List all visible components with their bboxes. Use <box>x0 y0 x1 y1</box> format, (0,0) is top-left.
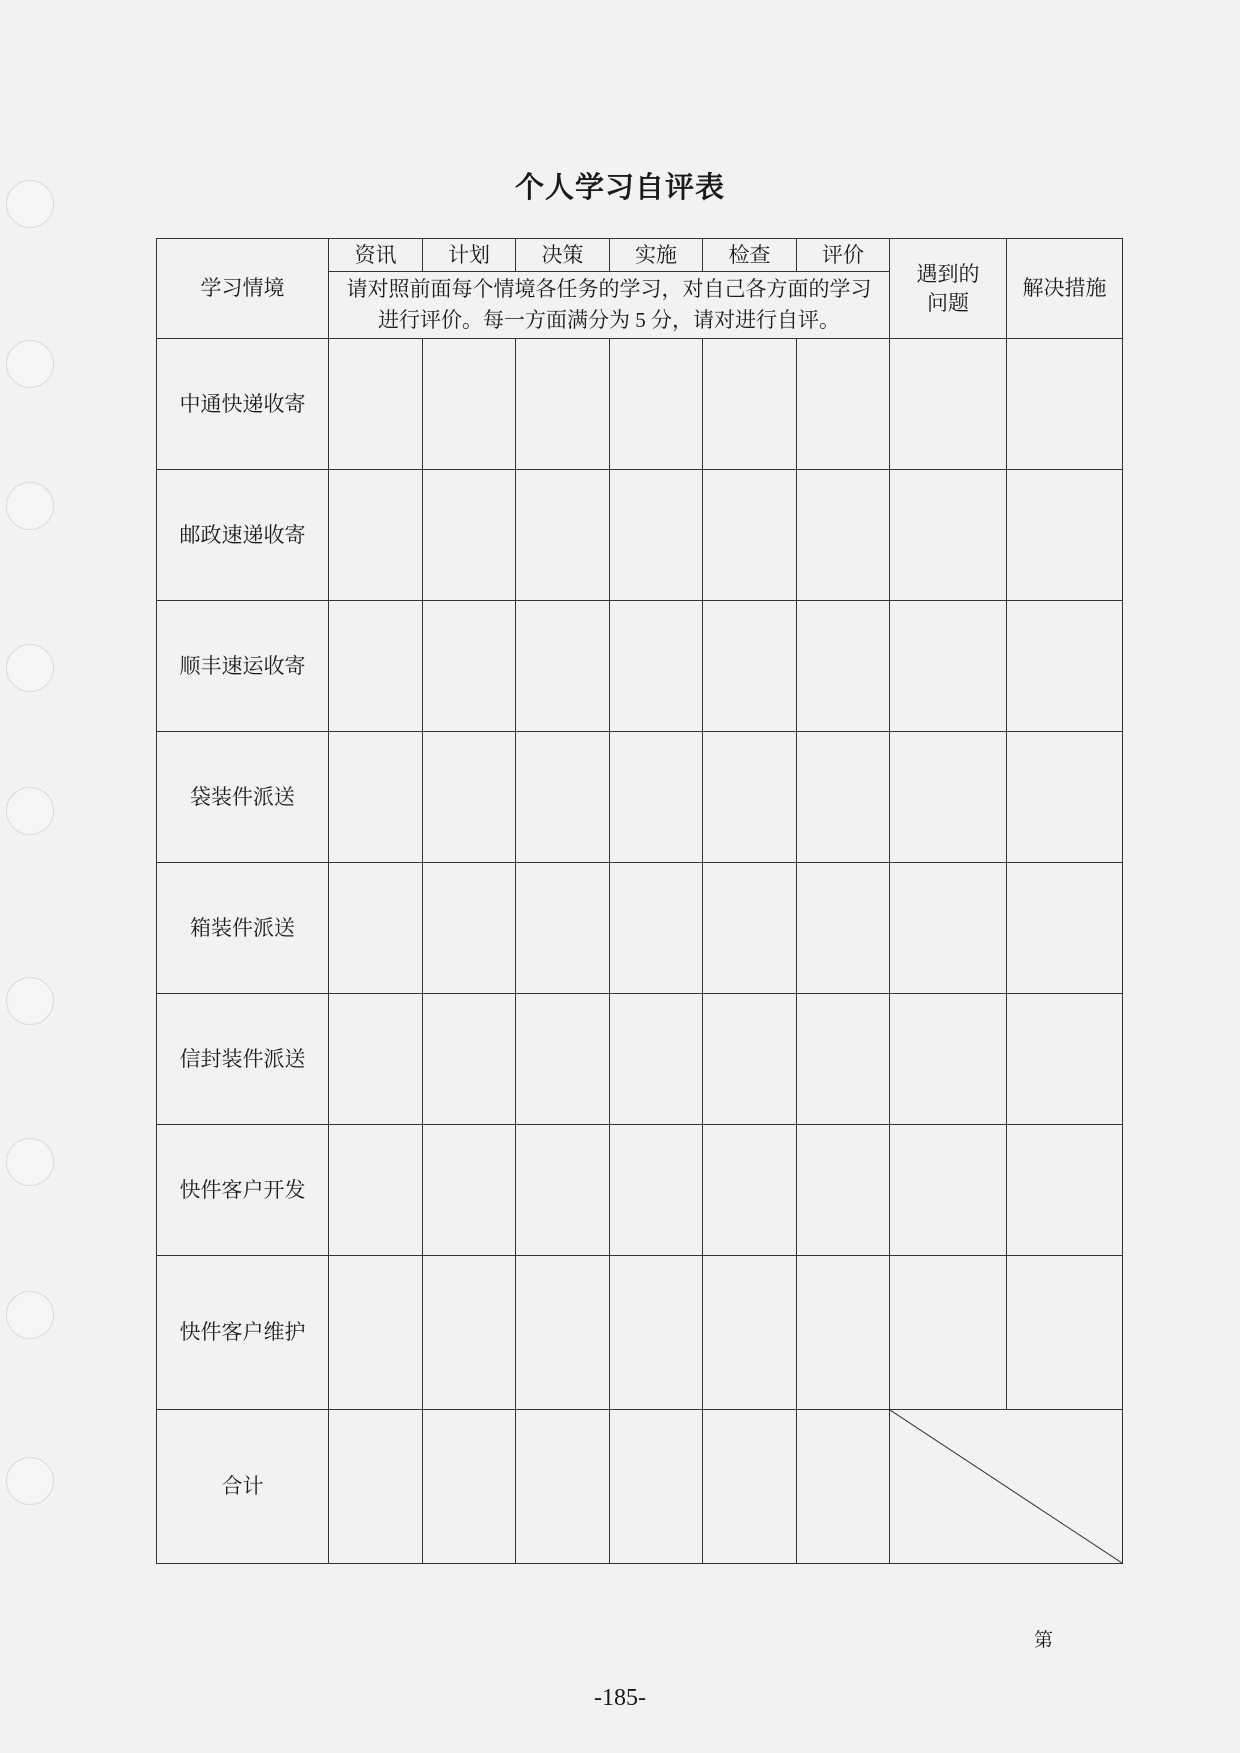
score-cell <box>703 732 797 863</box>
score-cell <box>610 1125 703 1256</box>
problems-cell <box>890 1125 1007 1256</box>
table-row <box>157 601 1123 732</box>
score-cell <box>516 994 610 1125</box>
score-cell <box>610 470 703 601</box>
page-title: 个人学习自评表 <box>514 172 725 204</box>
score-cell <box>423 1125 516 1256</box>
score-cell <box>329 863 423 994</box>
header-measures: 解决措施 <box>1007 239 1123 339</box>
header-problems-line: 遇到的 <box>916 261 980 286</box>
measures-cell <box>1007 1125 1123 1256</box>
total-score-cell <box>423 1410 516 1564</box>
situation-cell: 信封装件派送 <box>157 994 329 1125</box>
score-cell <box>329 470 423 601</box>
header-problems-line: 问题 <box>927 290 969 315</box>
score-cell <box>423 994 516 1125</box>
binder-hole <box>6 1138 54 1186</box>
binder-hole <box>6 1457 54 1505</box>
problems-cell <box>890 994 1007 1125</box>
binder-hole <box>6 1291 54 1339</box>
situation-cell: 中通快递收寄 <box>157 339 329 470</box>
table-row <box>157 1256 1123 1410</box>
score-cell <box>329 601 423 732</box>
table-row <box>157 863 1123 994</box>
measures-cell <box>1007 470 1123 601</box>
header-aspect-implementation: 实施 <box>610 239 703 272</box>
total-score-cell <box>329 1410 423 1564</box>
score-cell <box>329 994 423 1125</box>
score-cell <box>797 1125 890 1256</box>
score-cell <box>423 732 516 863</box>
measures-cell <box>1007 863 1123 994</box>
instruction-line: 请对照前面每个情境各任务的学习，对自己各方面的学习 <box>346 277 872 301</box>
score-cell <box>610 863 703 994</box>
side-note: 第 <box>1034 1630 1054 1651</box>
problems-cell <box>890 732 1007 863</box>
score-cell <box>423 863 516 994</box>
measures-cell <box>1007 1256 1123 1410</box>
score-cell <box>703 470 797 601</box>
table-row <box>157 994 1123 1125</box>
situation-cell: 邮政速递收寄 <box>157 470 329 601</box>
score-cell <box>703 1256 797 1410</box>
score-cell <box>797 732 890 863</box>
score-cell <box>610 601 703 732</box>
score-cell <box>610 732 703 863</box>
score-cell <box>516 863 610 994</box>
score-cell <box>516 732 610 863</box>
header-problems <box>890 239 1007 339</box>
total-row <box>157 1410 1123 1564</box>
score-cell <box>516 339 610 470</box>
problems-cell <box>890 339 1007 470</box>
measures-cell <box>1007 339 1123 470</box>
score-cell <box>516 470 610 601</box>
table-row <box>157 732 1123 863</box>
problems-cell <box>890 863 1007 994</box>
score-cell <box>797 339 890 470</box>
self-evaluation-table <box>156 238 1123 1564</box>
header-aspect-inspection: 检查 <box>703 239 797 272</box>
score-cell <box>797 1256 890 1410</box>
total-score-cell <box>516 1410 610 1564</box>
problems-cell <box>890 601 1007 732</box>
score-cell <box>423 470 516 601</box>
score-cell <box>329 339 423 470</box>
situation-cell: 箱装件派送 <box>157 863 329 994</box>
situation-cell: 袋装件派送 <box>157 732 329 863</box>
score-cell <box>703 1125 797 1256</box>
problems-cell <box>890 1256 1007 1410</box>
score-cell <box>797 994 890 1125</box>
score-cell <box>423 601 516 732</box>
binder-hole <box>6 482 54 530</box>
score-cell <box>703 994 797 1125</box>
score-cell <box>797 470 890 601</box>
total-score-cell <box>610 1410 703 1564</box>
score-cell <box>516 601 610 732</box>
binder-hole <box>6 644 54 692</box>
binder-hole <box>6 787 54 835</box>
score-cell <box>703 601 797 732</box>
header-aspect-decision: 决策 <box>516 239 610 272</box>
header-situation: 学习情境 <box>157 239 329 339</box>
score-cell <box>703 339 797 470</box>
score-cell <box>516 1256 610 1410</box>
score-cell <box>329 1256 423 1410</box>
score-cell <box>423 339 516 470</box>
score-cell <box>516 1125 610 1256</box>
total-label: 合计 <box>157 1410 329 1564</box>
measures-cell <box>1007 601 1123 732</box>
score-cell <box>610 994 703 1125</box>
score-cell <box>423 1256 516 1410</box>
score-cell <box>329 1125 423 1256</box>
instruction-line: 进行评价。每一方面满分为 5 分，请对进行自评。 <box>378 308 840 332</box>
header-instruction <box>329 272 890 339</box>
score-cell <box>329 732 423 863</box>
table-row <box>157 470 1123 601</box>
score-cell <box>703 863 797 994</box>
crossed-out-cell <box>890 1410 1123 1564</box>
score-cell <box>610 1256 703 1410</box>
header-aspect-evaluation: 评价 <box>797 239 890 272</box>
measures-cell <box>1007 732 1123 863</box>
header-row <box>157 239 1123 272</box>
table-row <box>157 339 1123 470</box>
page-number: -185- <box>594 1685 646 1711</box>
total-score-cell <box>703 1410 797 1564</box>
situation-cell: 顺丰速运收寄 <box>157 601 329 732</box>
table-row <box>157 1125 1123 1256</box>
measures-cell <box>1007 994 1123 1125</box>
score-cell <box>610 339 703 470</box>
binder-hole <box>6 977 54 1025</box>
situation-cell: 快件客户维护 <box>157 1256 329 1410</box>
score-cell <box>797 601 890 732</box>
score-cell <box>797 863 890 994</box>
problems-cell <box>890 470 1007 601</box>
header-aspect-plan: 计划 <box>423 239 516 272</box>
situation-cell: 快件客户开发 <box>157 1125 329 1256</box>
binder-hole <box>6 340 54 388</box>
header-aspect-information: 资讯 <box>329 239 423 272</box>
total-score-cell <box>797 1410 890 1564</box>
diagonal-line <box>890 1410 1122 1563</box>
